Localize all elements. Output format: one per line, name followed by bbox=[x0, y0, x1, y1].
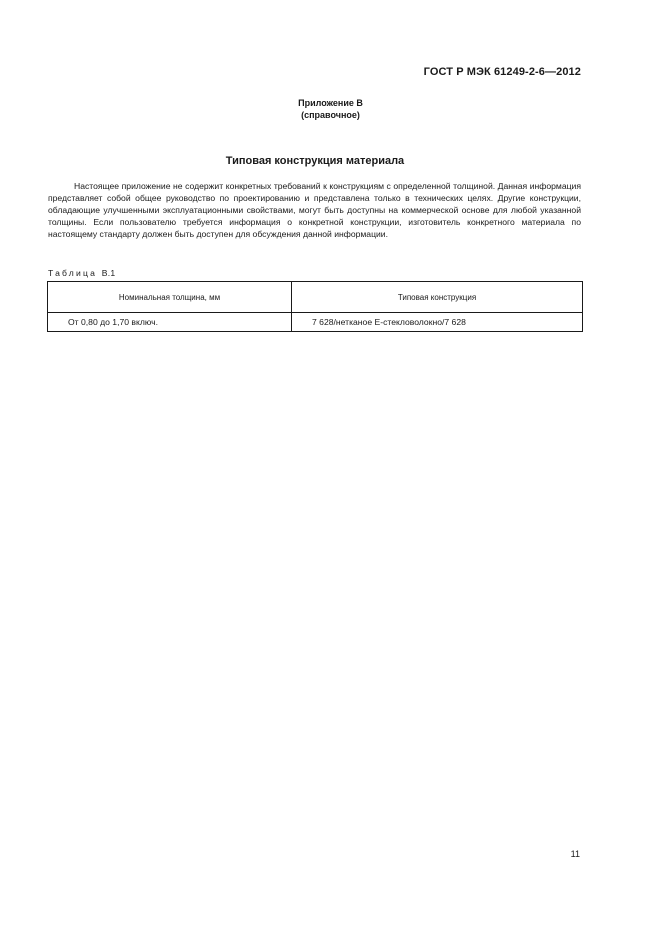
table-caption bbox=[48, 268, 116, 278]
appendix-subtitle: (справочное) bbox=[301, 110, 360, 120]
body-paragraph: Настоящее приложение не содержит конкретных требований к конструкциям с определенной толщиной. Данная информация представляет собой общее руководство по проектированию и представлена только в технических целях. Другие конструкции, обладающие улучшенными эксплуатационными свойствами, могут быть доступны на коммерческой основе для любой указанной толщины. Если пользователю требуется информация о конкретной конструкции, изготовитель конкретного материала по настоящему стандарту должен быть доступен для обсуждения данной информации. bbox=[48, 181, 581, 239]
document-code: ГОСТ Р МЭК 61249-2-6—2012 bbox=[423, 66, 581, 78]
table-caption-word: Таблица bbox=[48, 268, 98, 278]
table-header-construction: Типовая конструкция bbox=[292, 282, 583, 313]
table-header-thickness: Номинальная толщина, мм bbox=[48, 282, 292, 313]
table-header-row bbox=[48, 282, 583, 313]
table-cell-thickness: От 0,80 до 1,70 включ. bbox=[48, 313, 292, 332]
table-row bbox=[48, 313, 583, 332]
table-caption-number: В.1 bbox=[101, 268, 116, 278]
section-title: Типовая конструкция материала bbox=[225, 155, 405, 167]
appendix-title: Приложение В bbox=[298, 98, 363, 108]
table-cell-construction: 7 628/нетканое Е-стекловолокно/7 628 bbox=[292, 313, 583, 332]
page-number: 11 bbox=[570, 849, 580, 859]
appendix-heading bbox=[0, 97, 661, 121]
data-table bbox=[47, 281, 583, 332]
